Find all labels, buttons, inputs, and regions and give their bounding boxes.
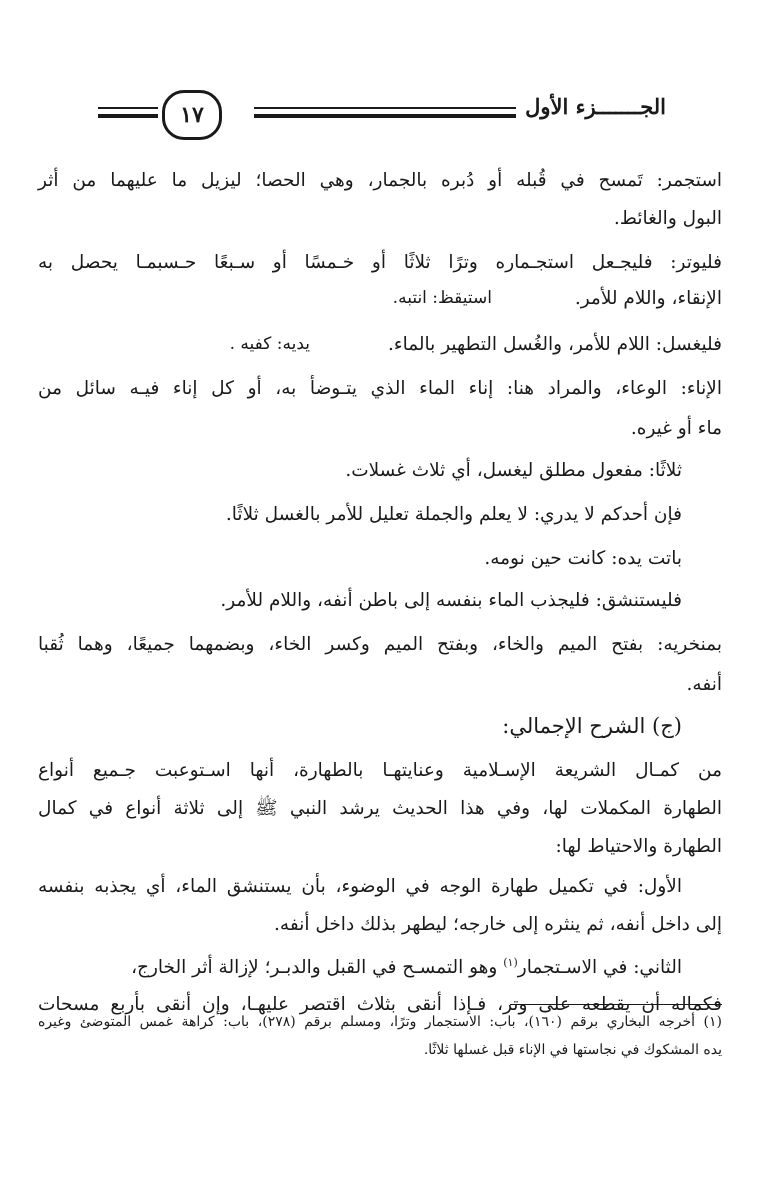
text-line-17: الأول: في تكميل طهارة الوجه في الوضوء، بأن يستنشق الماء، أي يجذبه بنفسه [38,876,682,897]
text-line-18: إلى داخل أنفه، ثم ينثره إلى خارجه؛ ليطهر بذلك داخل أنفه. [274,914,722,935]
text-line-19-part-b: وهو التمسـح في القبل والدبـر؛ لإزالة أثر الخارج، [131,957,504,979]
header-rule-left-top [98,107,158,109]
text-line-19-part-a: الثاني: في الاسـتجمار [517,957,682,979]
text-line-1: استجمر: تَمسح في قُبله أو دُبره بالجمار، وهي الحصا؛ ليزيل ما عليهما من أثر [38,170,722,191]
header-rule-right-bottom [254,114,516,118]
text-line-11: فليستنشق: فليجذب الماء بنفسه إلى باطن أنفه، واللام للأمر. [220,590,682,611]
text-line-7: ماء أو غيره. [630,418,722,439]
text-line-14: من كمـال الشريعة الإسـلامية وعنايتهـا بالطهارة، أنها اسـتوعبت جـميع أنواع [38,760,722,781]
text-line-4: الإنقاء، واللام للأمر. [574,288,722,309]
header-rule-right-top [254,107,516,109]
text-line-16: الطهارة والاحتياط لها: [555,836,722,857]
text-line-15: الطهارة المكملات لها، وفي هذا الحديث يرشد النبي ﷺ إلى ثلاثة أنواع في كمال [38,798,722,819]
text-line-13: أنفه. [686,674,722,695]
section-heading: (ج) الشرح الإجمالي: [502,714,682,738]
page-header [98,88,666,144]
text-line-19 [38,956,682,978]
gloss-yadayhi: يديه: كفيه . [229,334,310,354]
gloss-istayqaza: استيقظ: انتبه. [392,288,492,308]
text-line-3: فليوتر: فليجـعل استجـماره وترًا ثلاثًا أو خـمسًا أو سـبعًا حـسبمـا يحصل به [38,252,722,273]
text-line-2: البول والغائط. [613,208,722,229]
text-line-8: ثلاثًا: مفعول مطلق ليغسل، أي ثلاث غسلات. [345,460,682,481]
footnote-separator [510,1004,722,1005]
text-line-9: فإن أحدكم لا يدري: لا يعلم والجملة تعليل للأمر بالغسل ثلاثًا. [225,504,682,525]
text-line-6: الإناء: الوعاء، والمراد هنا: إناء الماء الذي يتـوضأ به، أو كل إناء فيـه سائل من [38,378,722,399]
text-line-10: باتت يده: كانت حين نومه. [484,548,682,569]
footnote-line-1: (١) أخرجه البخاري برقم (١٦٠)، باب: الاستجمار وترًا، ومسلم برقم (٢٧٨)، باب: كراهة غمس المتوضئ وغيره [38,1014,723,1030]
footnote-line-2: يده المشكوك في نجاستها في الإناء قبل غسلها ثلاثًا. [423,1042,722,1058]
page-number: ١٧ [162,90,222,140]
header-rule-left-bottom [98,114,158,118]
text-line-5: فليغسل: اللام للأمر، والغُسل التطهير بالماء. [388,334,722,355]
footnote-ref-1[interactable]: (١) [503,956,518,969]
text-line-12: بمنخريه: بفتح الميم والخاء، وبفتح الميم وكسر الخاء، وبضمهما جميعًا، وهما ثُقبا [38,634,722,655]
text-line-20: فكماله أن يقطعه على وتر، فـإذا أنقى بثلاث اقتصر عليهـا، وإن أنقى بأربع مسحات [38,994,722,1015]
running-title: الجـــــــزء الأول [525,94,666,119]
